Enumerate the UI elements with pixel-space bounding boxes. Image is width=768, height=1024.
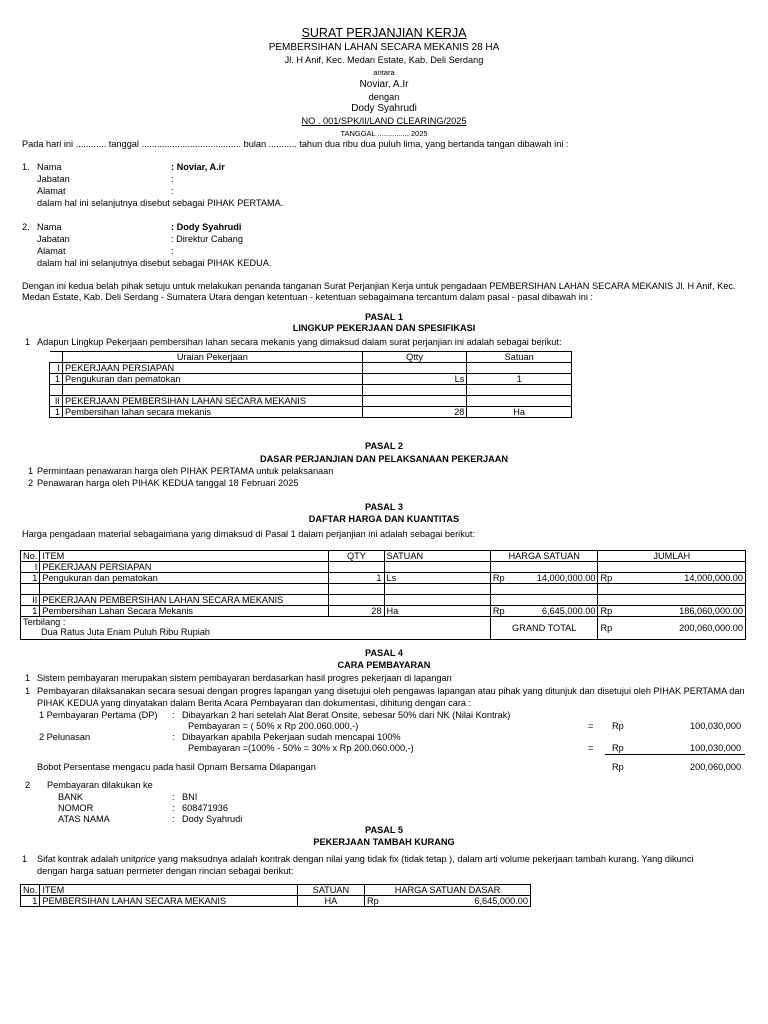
- price-header-item: ITEM: [40, 551, 329, 562]
- price-header-satuan: SATUAN: [384, 551, 490, 562]
- pasal-4-item-3-number: 2: [25, 780, 31, 790]
- price-header-qty: QTY: [329, 551, 384, 562]
- payment-1-label: 1 Pembayaran Pertama (DP): [39, 710, 158, 720]
- price-header-harga: HARGA SATUAN: [490, 551, 598, 562]
- payment-underline: [605, 754, 745, 755]
- party-1-alamat-label: Alamat: [37, 186, 66, 196]
- payment-2-desc: Dibayarkan apabila Pekerjaan sudah mencapai 100%: [182, 732, 401, 742]
- party-2-alamat: :: [171, 246, 174, 256]
- bobot-text: Bobot Persentase mengacu pada hasil Opnam Bersama Dilapangan: [37, 762, 316, 772]
- payment-2-formula: Pembayaran =(100% - 50% = 30% x Rp 200.060.000,-): [188, 743, 414, 753]
- payment-1-formula: Pembayaran = ( 50% x Rp 200.060.000,-): [188, 721, 359, 731]
- party-2-jabatan: : Direktur Cabang: [171, 234, 244, 244]
- party-1-desc: dalam hal ini selanjutnya disebut sebagai PIHAK PERTAMA.: [37, 198, 284, 208]
- party-2-alamat-label: Alamat: [37, 246, 66, 256]
- table-row: [50, 385, 572, 396]
- pasal-4-item-2-number: 1: [25, 686, 31, 696]
- atas-nama-colon: :: [172, 814, 175, 824]
- pasal-2-item-2: Penawaran harga oleh PIHAK KEDUA tanggal 18 Februari 2025: [37, 478, 299, 488]
- payment-2-equals: =: [588, 743, 594, 753]
- bobot-rp: Rp: [612, 762, 624, 772]
- terbilang-label: Terbilang :: [23, 617, 66, 627]
- pasal-2-item-1-number: 1: [28, 466, 34, 476]
- unit-header-harga: HARGA SATUAN DASAR: [364, 885, 530, 896]
- atas-nama-label: ATAS NAMA: [58, 814, 110, 824]
- table-row: 1 PEMBERSIHAN LAHAN SECARA MEKANIS HA Rp 6,645,000.00: [21, 896, 531, 907]
- party-2-jabatan-label: Jabatan: [37, 234, 70, 244]
- party-1-jabatan: :: [171, 174, 174, 184]
- document-title: SURAT PERJANJIAN KERJA: [301, 26, 467, 40]
- pasal-4-item-2-line-2: PIHAK KEDUA yang dinyatakan dalam Berita Acara Pembayaran dan dokumentasi, dihitung dengan cara :: [37, 698, 472, 708]
- document-date: TANGGAL ............... 2025: [340, 129, 428, 138]
- table-row: 1 Pembersihan Lahan Secara Mekanis 28 Ha Rp 6,645,000.00 Rp 186,060,000.00: [21, 606, 746, 617]
- atas-nama-value: Dody Syahrudi: [182, 814, 243, 824]
- pasal-4-item-1: Sistem pembayaran merupakan sistem pembayaran berdasarkan hasil progres pekerjaan di lapangan: [37, 673, 452, 683]
- grand-total-value: 200,060,000.00: [618, 617, 746, 640]
- pasal-5-line-1: Sifat kontrak adalah unitprice yang maksudnya adalah kontrak dengan nilai yang tidak fix (tidak tetap ), dalam arti volume pekerjaan tambah kurang. Yang dikunci: [37, 854, 694, 864]
- table-row: 1 Pengukuran dan pematokan 1 Ls Rp 14,000,000.00 Rp 14,000,000.00: [21, 573, 746, 584]
- party-1-number: 1.: [22, 162, 30, 172]
- payment-1-desc: Dibayarkan 2 hari setelah Alat Berat Onsite, sebesar 50% dari NK (Nilai Kontrak): [182, 710, 511, 720]
- party-2-desc: dalam hal ini selanjutnya disebut sebagai PIHAK KEDUA.: [37, 258, 272, 268]
- pasal-2-title: DASAR PERJANJIAN DAN PELAKSANAAN PEKERJAAN: [259, 454, 509, 464]
- pasal-2-heading: PASAL 2: [365, 441, 403, 451]
- scope-header-blank: [50, 352, 63, 363]
- pasal-5-heading: PASAL 5: [365, 825, 403, 835]
- payment-2-label: 2 Pelunasan: [39, 732, 91, 742]
- party-1-nama-label: Nama: [37, 162, 62, 172]
- unit-header-item: ITEM: [40, 885, 298, 896]
- scope-header-uraian: Uraian Pekerjaan: [62, 352, 362, 363]
- table-row: II PEKERJAAN PEMBERSIHAN LAHAN SECARA MEKANIS: [50, 396, 572, 407]
- payment-1-equals: =: [588, 721, 594, 731]
- antara-text: antara: [373, 68, 395, 77]
- table-row: 1 Pengukuran dan pematokan Ls 1: [50, 374, 572, 385]
- nomor-value: 608471936: [182, 803, 228, 813]
- scope-header-qtty: Qtty: [362, 352, 467, 363]
- terbilang-value: Dua Ratus Juta Enam Puluh Ribu Rupiah: [41, 627, 211, 637]
- nomor-colon: :: [172, 803, 175, 813]
- party-2-nama: : Dody Syahrudi: [171, 222, 242, 232]
- unit-price-header: [21, 885, 531, 896]
- pasal-5-item-number: 1: [22, 854, 28, 864]
- party-1-nama: : Noviar, A.ir: [171, 162, 225, 172]
- pasal-1-item-number: 1: [25, 337, 31, 347]
- table-row: 1 Pembersihan lahan secara mekanis 28 Ha: [50, 407, 572, 418]
- party-2-nama-label: Nama: [37, 222, 62, 232]
- pasal-3-intro: Harga pengadaan material sebagaimana yang dimaksud di Pasal 1 dalam perjanjian ini adalah sebagai berikut:: [22, 529, 476, 539]
- pasal-1-heading: PASAL 1: [365, 312, 403, 322]
- grand-total-rp: Rp: [598, 617, 618, 640]
- scope-table-header: [50, 352, 572, 363]
- unit-header-no: No.: [21, 885, 40, 896]
- unit-header-satuan: SATUAN: [297, 885, 364, 896]
- document-number: NO . 001/SPK/II/LAND CLEARING/2025: [301, 116, 467, 126]
- pasal-3-heading: PASAL 3: [365, 502, 403, 512]
- dengan-text: dengan: [368, 92, 400, 102]
- party-2-number: 2.: [22, 222, 30, 232]
- price-header-no: No.: [21, 551, 40, 562]
- document-subtitle: PEMBERSIHAN LAHAN SECARA MEKANIS 28 HA: [268, 42, 500, 53]
- price-header-jumlah: JUMLAH: [598, 551, 746, 562]
- grand-total-row: [21, 617, 746, 640]
- payment-2-amount: 100,030,000: [690, 743, 742, 753]
- pasal-2-item-1: Permintaan penawaran harga oleh PIHAK PERTAMA untuk pelaksanaan: [37, 466, 334, 476]
- pasal-1-item-text: Adapun Lingkup Pekerjaan pembersihan lahan secara mekanis yang dimaksud dalam surat perjanjian ini adalah sebagai berikut:: [37, 337, 562, 347]
- pasal-1-title: LINGKUP PEKERJAAN DAN SPESIFIKASI: [292, 323, 476, 333]
- party-1-jabatan-label: Jabatan: [37, 174, 70, 184]
- payment-1-colon: :: [172, 710, 175, 720]
- pasal-5-title: PEKERJAAN TAMBAH KURANG: [313, 837, 455, 847]
- pasal-4-heading: PASAL 4: [365, 648, 403, 658]
- pasal-3-title: DAFTAR HARGA DAN KUANTITAS: [308, 514, 460, 524]
- table-row: I PEKERJAAN PERSIAPAN: [21, 562, 746, 573]
- terbilang-cell: [21, 617, 491, 640]
- bobot-amount: 200,060,000: [690, 762, 742, 772]
- pasal-4-item-2-line-1: Pembayaran dilaksanakan secara sesuai dengan progres lapangan yang disetujui oleh pengawas lapangan atau pihak yang ditunjuk dan disetujui oleh PIHAK PERTAMA dan: [37, 686, 745, 696]
- price-table: [20, 550, 746, 640]
- payment-2-colon: :: [172, 732, 175, 742]
- pasal-5-line-2: dengan harga satuan permeter dengan rincian sebagai berikut:: [37, 866, 294, 876]
- price-table-header: [21, 551, 746, 562]
- pasal-4-title: CARA PEMBAYARAN: [337, 660, 431, 670]
- payment-1-amount: 100,030,000: [690, 721, 742, 731]
- table-row: II PEKERJAAN PEMBERSIHAN LAHAN SECARA MEKANIS: [21, 595, 746, 606]
- document-address: Jl. H Anif, Kec. Medan Estate, Kab. Deli Serdang: [284, 55, 484, 65]
- table-row: I PEKERJAAN PERSIAPAN: [50, 363, 572, 374]
- payment-2-rp: Rp: [612, 743, 624, 753]
- intro-text: Pada hari ini ............ tanggal ....................................... bulan ........... tahun dua ribu dua puluh lima, yang bertanda tangan dibawah ini :: [22, 139, 569, 149]
- bank-label: BANK: [58, 792, 84, 802]
- pasal-4-item-3: Pembayaran dilakukan ke: [47, 780, 153, 790]
- payment-1-rp: Rp: [612, 721, 624, 731]
- party1-name-header: Noviar, A.Ir: [359, 79, 409, 90]
- scope-header-satuan: Satuan: [467, 352, 572, 363]
- bank-colon: :: [172, 792, 175, 802]
- party-1-alamat: :: [171, 186, 174, 196]
- grand-total-label: GRAND TOTAL: [490, 617, 598, 640]
- nomor-label: NOMOR: [58, 803, 94, 813]
- table-row: [21, 584, 746, 595]
- pasal-2-item-2-number: 2: [28, 478, 34, 488]
- scope-table: [49, 351, 572, 418]
- agreement-text: Dengan ini kedua belah pihak setuju untuk melakukan penanda tanganan Surat Perjanjian Kerja untuk pengadaan PEMBERSIHAN LAHAN SECARA MEKANIS Jl. H Anif, Kec. Medan Estate, Kab. Deli Serdang - Sumatera Utara dengan ketentuan - ketentuan sebagaimana tercantum dalam pasal - pasal dibawah ini :: [22, 281, 736, 303]
- pasal-4-item-1-number: 1: [25, 673, 31, 683]
- party2-name-header: Dody Syahrudi: [351, 103, 417, 114]
- bank-value: BNI: [182, 792, 198, 802]
- unit-price-table: [20, 884, 531, 907]
